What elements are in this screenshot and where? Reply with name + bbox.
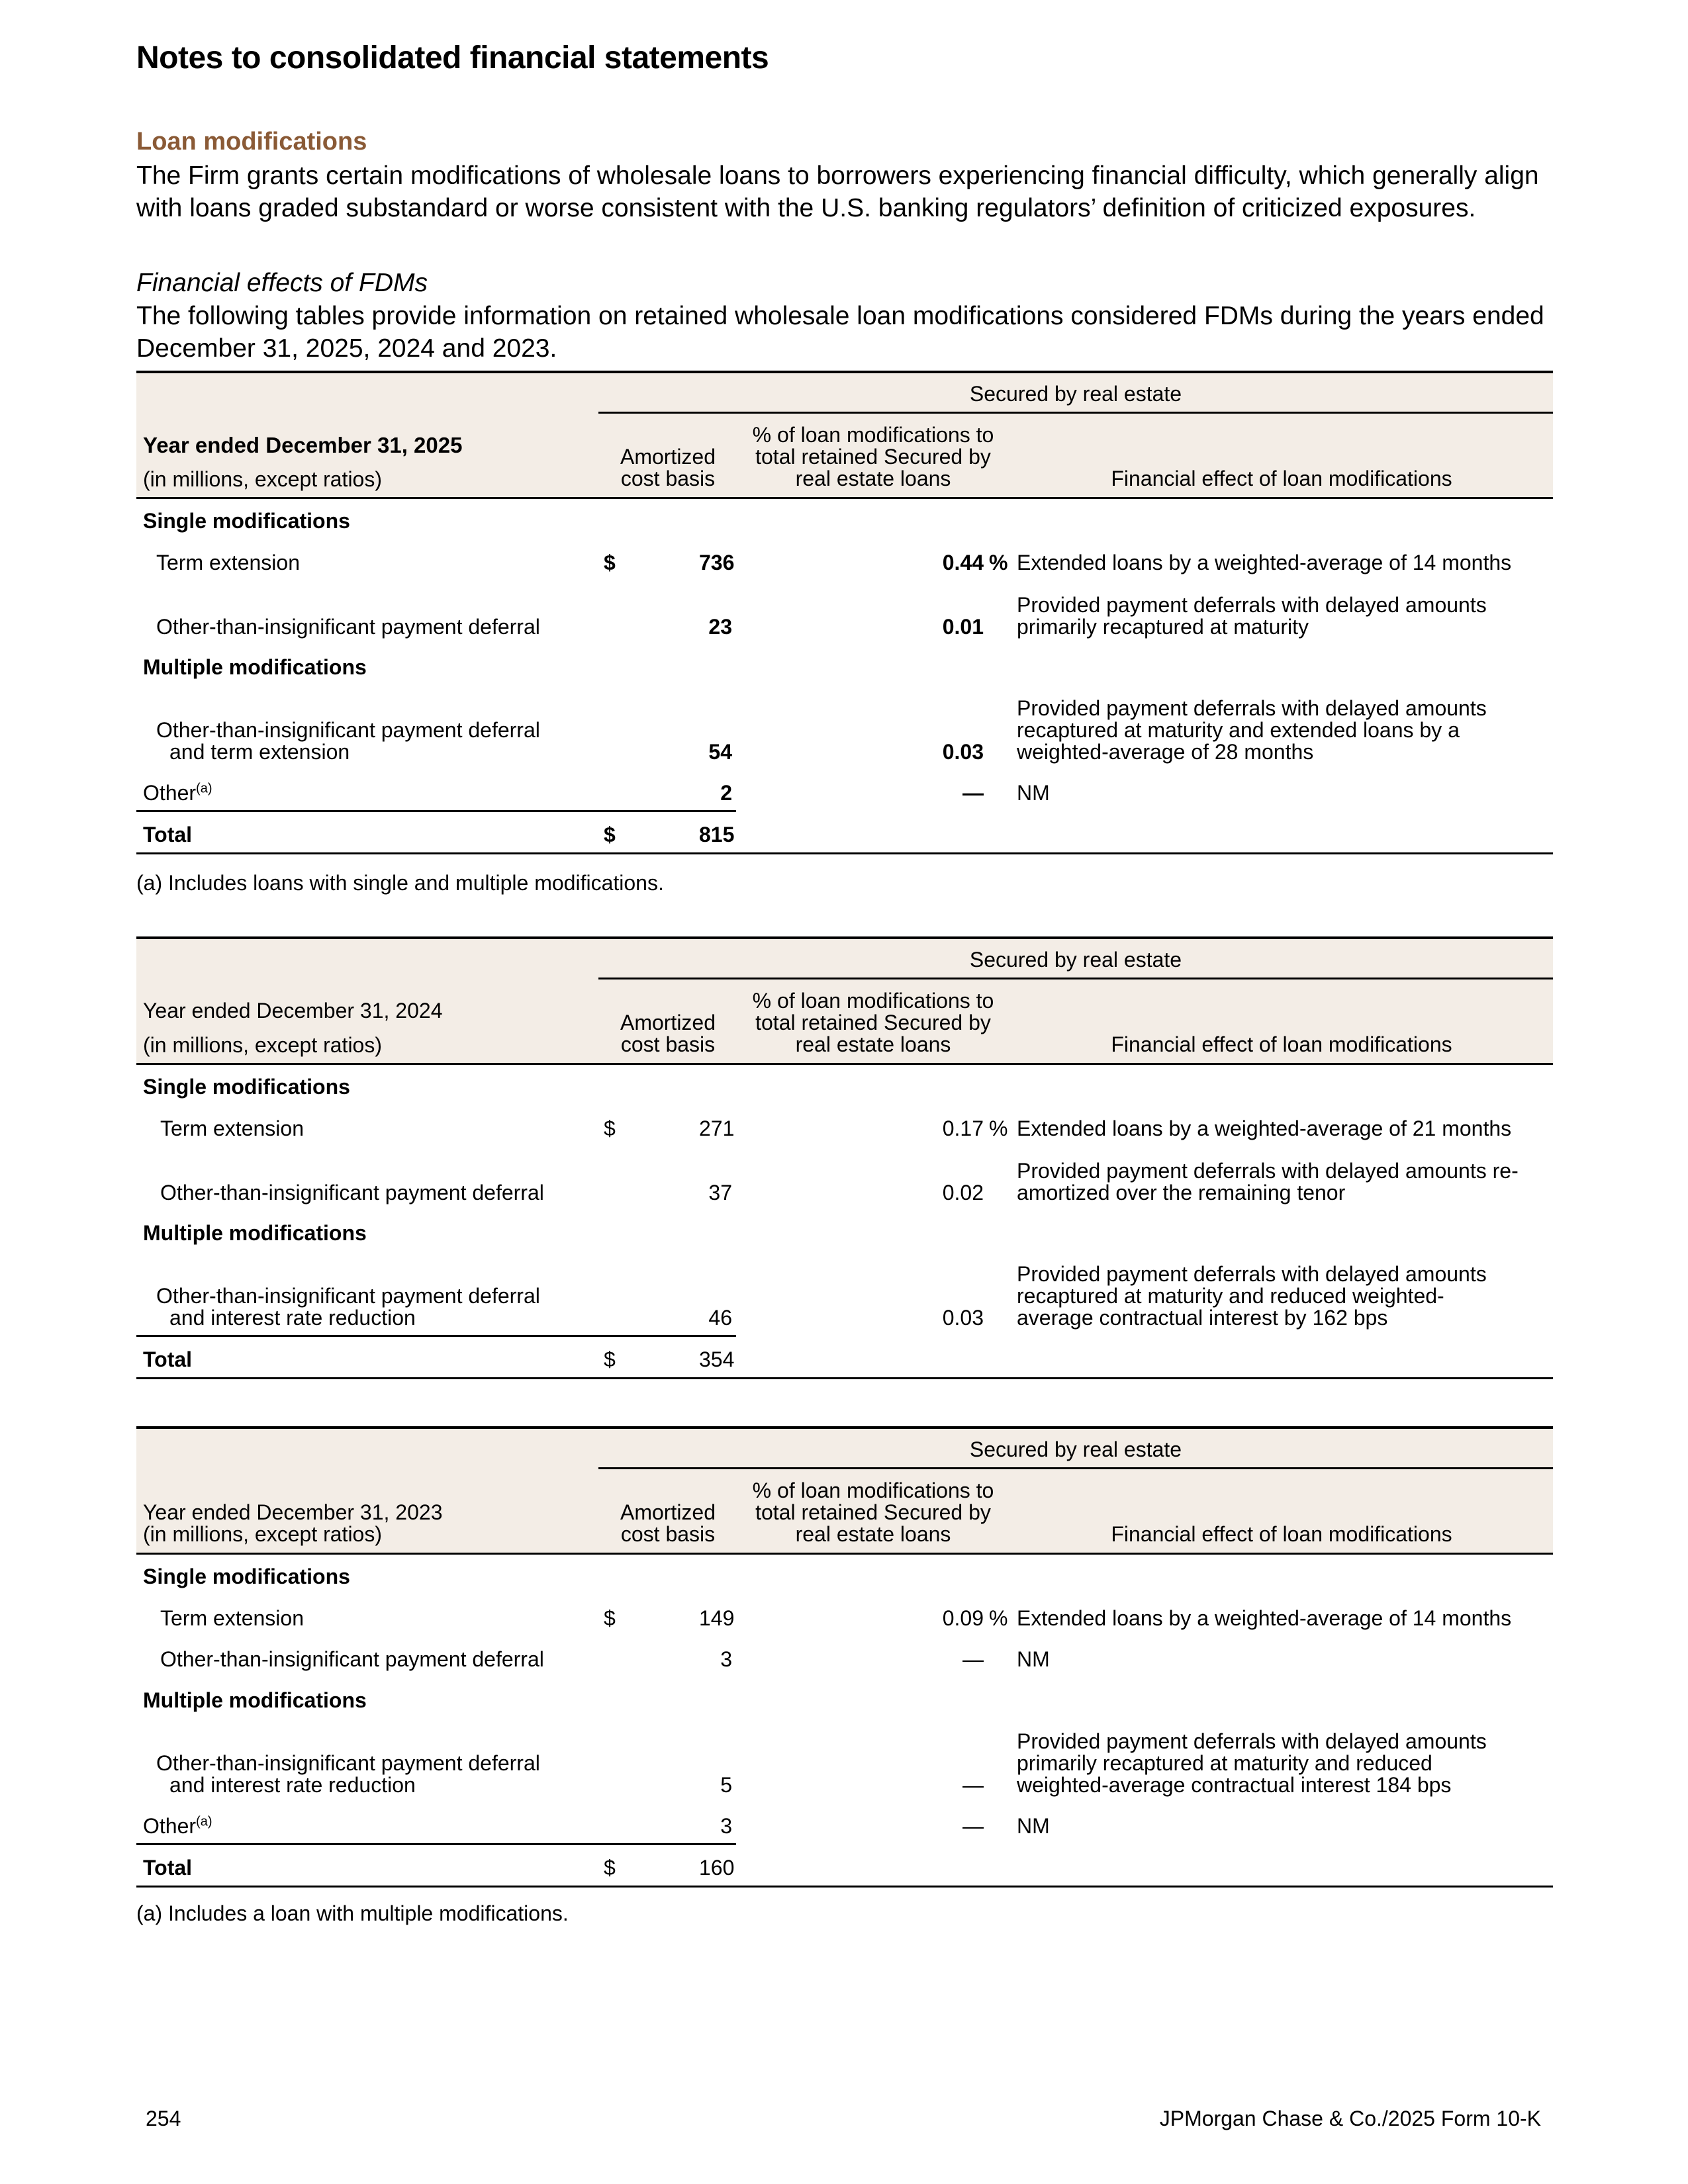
effect-cell: primarily recaptured at maturity [1017, 615, 1309, 639]
table-2023 [136, 1426, 1553, 1903]
effect-cell: NM [1017, 781, 1050, 805]
total-label: Total [143, 1856, 193, 1880]
pct-header: total retained Secured by [755, 445, 991, 469]
amortized-header: Amortized [620, 445, 716, 469]
effect-cell: NM [1017, 1647, 1050, 1671]
row-label: and interest rate reduction [169, 1773, 416, 1797]
year-label: Year ended December 31, 2025 [143, 433, 463, 457]
effect-cell: Provided payment deferrals with delayed amounts [1017, 1729, 1487, 1753]
pct-header: real estate loans [795, 1522, 951, 1546]
effect-cell: Extended loans by a weighted-average of 14 months [1017, 551, 1512, 574]
effect-cell: weighted-average contractual interest 184 bps [1017, 1773, 1452, 1797]
row-label: Other-than-insignificant payment deferral [156, 718, 540, 742]
pct-cell: 0.03 [942, 1306, 984, 1330]
amount-cell: 271 [699, 1116, 735, 1140]
multiple-modifications-label: Multiple modifications [143, 1221, 367, 1245]
effect-header: Financial effect of loan modifications [1111, 1522, 1452, 1546]
row-label: Other-than-insignificant payment deferral [156, 1751, 540, 1775]
group-header: Secured by real estate [969, 382, 1182, 406]
total-amount: 354 [699, 1347, 735, 1371]
pct-cell: 0.09 [942, 1606, 984, 1630]
dollar-sign: $ [604, 1606, 616, 1630]
effect-cell: Extended loans by a weighted-average of 14 months [1017, 1606, 1512, 1630]
description-paragraph: The following tables provide information on retained wholesale loan modifications considered FDMs during the years ended December 31, 2025, 2024 and 2023. [136, 302, 1544, 363]
effect-cell: Extended loans by a weighted-average of 21 months [1017, 1116, 1512, 1140]
row-label: and term extension [169, 740, 350, 764]
pct-cell: 0.17 [942, 1116, 984, 1140]
total-amount: 160 [699, 1856, 735, 1880]
subheading: Financial effects of FDMs [136, 269, 428, 297]
total-label: Total [143, 1347, 193, 1371]
year-label: Year ended December 31, 2023 [143, 1500, 443, 1524]
pct-cell: 0.44 [942, 551, 984, 574]
amount-cell: 54 [708, 740, 732, 764]
pct-sign: % [989, 1116, 1008, 1140]
year-label: Year ended December 31, 2024 [143, 999, 443, 1023]
pct-cell: 0.02 [942, 1181, 984, 1205]
row-label: Other-than-insignificant payment deferral [160, 1647, 544, 1671]
pct-cell: — [962, 1814, 984, 1838]
units-label: (in millions, except ratios) [143, 467, 382, 491]
footnote: (a) Includes loans with single and multiple modifications. [136, 871, 664, 895]
row-label: Other-than-insignificant payment deferral [160, 1181, 544, 1205]
amortized-header: Amortized [620, 1500, 716, 1524]
total-amount: 815 [699, 823, 735, 846]
row-label: Other-than-insignificant payment deferral [156, 615, 540, 639]
section-heading: Loan modifications [136, 128, 367, 156]
amortized-header: cost basis [620, 467, 716, 490]
amount-cell: 3 [720, 1814, 732, 1838]
table-2024 [136, 936, 1553, 1387]
pct-header: % of loan modifications to [752, 989, 994, 1013]
pct-header: % of loan modifications to [752, 1479, 994, 1502]
amount-cell: 2 [720, 781, 732, 805]
effect-cell: Provided payment deferrals with delayed amounts [1017, 1262, 1487, 1286]
pct-cell: 0.03 [942, 740, 984, 764]
dollar-sign: $ [604, 1347, 616, 1371]
group-header: Secured by real estate [969, 948, 1182, 972]
amount-cell: 149 [699, 1606, 735, 1630]
footer-report-title: JPMorgan Chase & Co./2025 Form 10-K [1159, 2107, 1541, 2130]
total-label: Total [143, 823, 193, 846]
amortized-header: Amortized [620, 1011, 716, 1034]
row-label: Other$^{(a)}$ [143, 1814, 212, 1838]
single-modifications-label: Single modifications [143, 1075, 350, 1099]
effect-cell: weighted-average of 28 months [1017, 740, 1314, 764]
pct-header: real estate loans [795, 1032, 951, 1056]
group-header: Secured by real estate [969, 1437, 1182, 1461]
pct-sign: % [989, 551, 1008, 574]
effect-header: Financial effect of loan modifications [1111, 467, 1452, 490]
row-label: Other$^{(a)}$ [143, 781, 212, 805]
row-label: Term extension [156, 551, 300, 574]
pct-sign: % [989, 1606, 1008, 1630]
pct-cell: — [962, 1773, 984, 1797]
page-number: 254 [146, 2107, 181, 2130]
row-label: Term extension [160, 1116, 304, 1140]
pct-header: total retained Secured by [755, 1500, 991, 1524]
footnote: (a) Includes a loan with multiple modifications. [136, 1901, 569, 1925]
amount-cell: 37 [708, 1181, 732, 1205]
single-modifications-label: Single modifications [143, 1565, 350, 1588]
amortized-header: cost basis [620, 1032, 716, 1056]
units-label: (in millions, except ratios) [143, 1522, 382, 1546]
amount-cell: 736 [699, 551, 735, 574]
amount-cell: 23 [708, 615, 732, 639]
amount-cell: 46 [708, 1306, 732, 1330]
pct-header: % of loan modifications to [752, 423, 994, 447]
pct-header: total retained Secured by [755, 1011, 991, 1034]
amount-cell: 3 [720, 1647, 732, 1671]
amortized-header: cost basis [620, 1522, 716, 1546]
row-label: Term extension [160, 1606, 304, 1630]
dollar-sign: $ [604, 1116, 616, 1140]
pct-header: real estate loans [795, 467, 951, 490]
pct-cell: 0.01 [942, 615, 984, 639]
effect-cell: average contractual interest by 162 bps [1017, 1306, 1388, 1330]
effect-cell: amortized over the remaining tenor [1017, 1181, 1346, 1205]
row-label: Other-than-insignificant payment deferral [156, 1284, 540, 1308]
multiple-modifications-label: Multiple modifications [143, 1688, 367, 1712]
page-title: Notes to consolidated financial statements [136, 40, 769, 75]
pct-cell: — [962, 1647, 984, 1671]
amount-cell: 5 [720, 1773, 732, 1797]
table-2025 [136, 371, 1553, 860]
effect-cell: NM [1017, 1814, 1050, 1838]
dollar-sign: $ [604, 551, 616, 574]
effect-cell: Provided payment deferrals with delayed amounts [1017, 593, 1487, 617]
footnote-marker: (a) [196, 781, 212, 796]
footnote-marker: (a) [196, 1814, 212, 1829]
single-modifications-label: Single modifications [143, 509, 350, 533]
multiple-modifications-label: Multiple modifications [143, 655, 367, 679]
units-label: (in millions, except ratios) [143, 1033, 382, 1057]
effect-cell: Provided payment deferrals with delayed amounts [1017, 696, 1487, 720]
effect-cell: recaptured at maturity and extended loans by a [1017, 718, 1460, 742]
dollar-sign: $ [604, 823, 616, 846]
effect-cell: primarily recaptured at maturity and reduced [1017, 1751, 1432, 1775]
effect-header: Financial effect of loan modifications [1111, 1032, 1452, 1056]
pct-cell: — [962, 781, 984, 805]
dollar-sign: $ [604, 1856, 616, 1880]
effect-cell: Provided payment deferrals with delayed amounts re- [1017, 1159, 1519, 1183]
effect-cell: recaptured at maturity and reduced weighted- [1017, 1284, 1444, 1308]
row-label: and interest rate reduction [169, 1306, 416, 1330]
intro-paragraph: The Firm grants certain modifications of wholesale loans to borrowers experiencing financial difficulty, which generally align with loans graded substandard or worse consistent with the U.S. banking regulators’ definition of criticized exposures. [136, 161, 1539, 222]
